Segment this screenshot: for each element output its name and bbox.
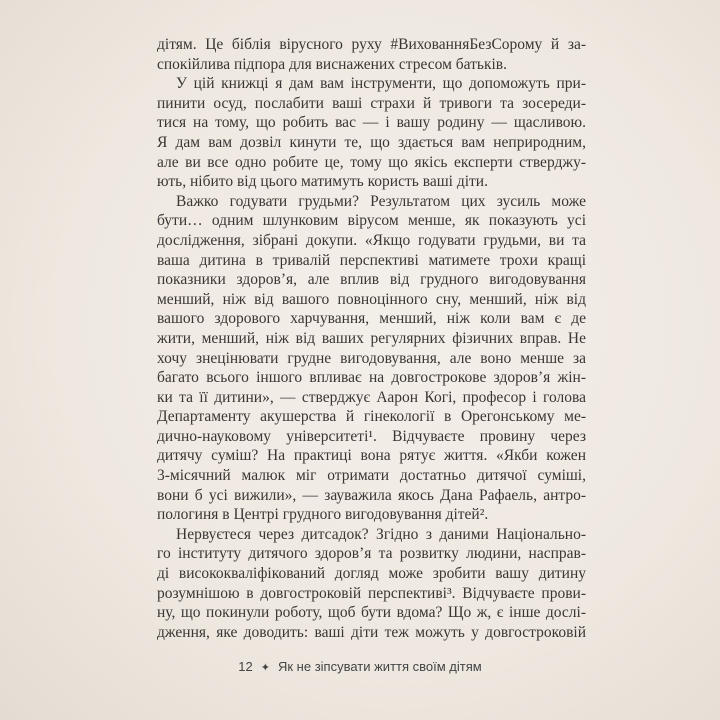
text-line: Я дам вам дозвіл кинути те, що здається вам неприродним, bbox=[157, 133, 586, 151]
text-line: У цій книжці я дам вам інструменти, що допоможуть при- bbox=[176, 75, 586, 93]
text-line: ваша дитина в тривалій перспективі матимете трохи кращі bbox=[157, 251, 586, 269]
text-line: 3-місячний малюк міг отримати достатньо дитячої суміші, bbox=[157, 467, 586, 485]
text-line: пинити осуд, послабити ваші страхи й тривоги та зосереди- bbox=[157, 94, 586, 112]
text-line: розумнішою в довгостроковій перспективі³. Відчуваєте прови- bbox=[157, 584, 586, 602]
text-line: ки та її дитини», — стверджує Аарон Когі, професор і голова bbox=[157, 388, 586, 406]
running-title: Як не зіпсувати життя своїм дітям bbox=[277, 659, 482, 674]
text-line: бути… одним шлунковим вірусом менше, як показують усі bbox=[157, 212, 586, 230]
text-line: дження, яке доводить: ваші діти теж можуть у довгостроковій bbox=[157, 623, 586, 641]
text-line: Важко годувати грудьми? Результатом цих зусиль може bbox=[176, 192, 586, 210]
text-line: ють, нібито від цього матимуть користь ваші діти. bbox=[157, 173, 488, 191]
book-page-text bbox=[157, 35, 586, 642]
text-line: дично-науковому університеті¹. Відчуваєте провину через bbox=[157, 427, 586, 445]
text-line: Департаменту акушерства й гінекології в Орегонському ме- bbox=[157, 408, 586, 426]
text-line: ну, що покинули роботу, щоб бути вдома? Що ж, є інше дослі- bbox=[157, 604, 586, 622]
ornament-icon: ✦ bbox=[260, 662, 270, 674]
text-line: Нервуєтеся через дитсадок? Згідно з даними Національно- bbox=[176, 525, 586, 543]
text-line: багато всього іншого впливає на довгострокове здоров’я жін- bbox=[157, 369, 586, 387]
text-line: го інституту дитячого здоров’я та розвитку людини, насправ- bbox=[157, 545, 586, 563]
text-line: хочу знецінювати грудне вигодовування, але воно менше за bbox=[157, 349, 586, 367]
text-line: пологиня в Центрі грудного вигодовування дітей². bbox=[157, 506, 489, 524]
text-line: менший, ніж від вашого повноцінного сну, менший, ніж від bbox=[157, 290, 586, 308]
text-line: показники здоров’я, але вплив від грудного вигодовування bbox=[157, 271, 586, 289]
page-number: 12 bbox=[238, 659, 253, 674]
text-line: вони б усі вижили», — зауважила якось Дана Рафаель, антро- bbox=[157, 486, 586, 504]
page-footer bbox=[0, 659, 720, 676]
text-line: ді висококваліфікований догляд може зробити вашу дитину bbox=[157, 565, 586, 583]
text-line: жити, менший, ніж від ваших регулярних фізичних вправ. Не bbox=[157, 329, 586, 347]
text-line: дослідження, зібрані докупи. «Якщо годувати грудьми, ви та bbox=[157, 231, 586, 249]
text-line: вашого здорового харчування, менший, ніж коли вам є де bbox=[157, 310, 586, 328]
text-line: але ви все одно робите це, тому що якісь експерти стверджу- bbox=[157, 153, 586, 171]
text-line: спокійлива підпора для виснажених стресом батьків. bbox=[157, 55, 507, 73]
text-line: дітям. Це біблія вірусного руху #ВихованняБезСорому й за- bbox=[157, 36, 586, 53]
text-line: тися на тому, що робить вас — і вашу родину — щасливою. bbox=[157, 114, 586, 132]
text-line: дитячу суміш? На практиці вона рятує життя. «Якби кожен bbox=[157, 447, 586, 465]
